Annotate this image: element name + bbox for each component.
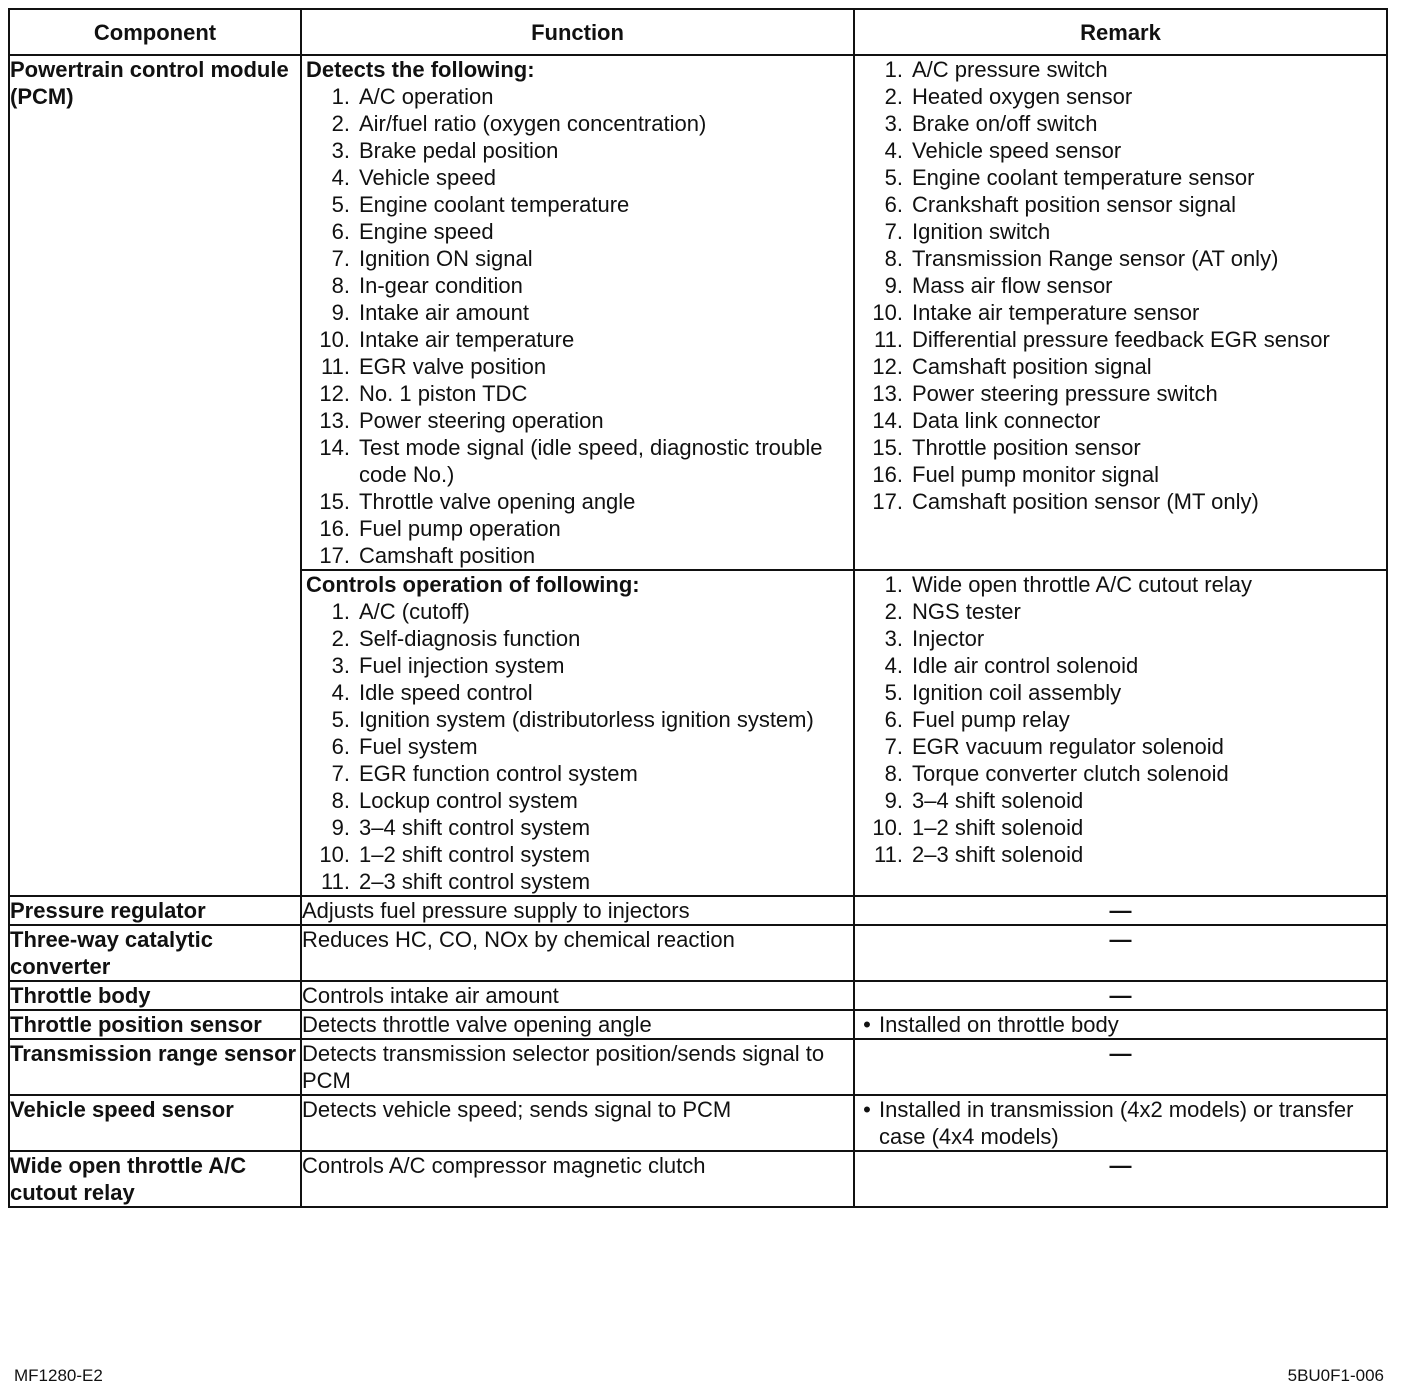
- list-item: [302, 515, 853, 542]
- list-item: [855, 326, 1386, 353]
- item-number: 17.: [319, 543, 350, 568]
- header-remark: Remark: [854, 9, 1387, 55]
- item-number: 10.: [872, 300, 903, 325]
- list-item: [302, 598, 853, 625]
- item-number: 13.: [319, 408, 350, 433]
- list-item: [855, 488, 1386, 515]
- item-number: 15.: [872, 435, 903, 460]
- item-number: 10.: [319, 842, 350, 867]
- item-text: Air/fuel ratio (oxygen concentration): [359, 111, 707, 136]
- list-item: [302, 110, 853, 137]
- list-item: [302, 841, 853, 868]
- item-number: 7.: [884, 734, 903, 759]
- item-number: 2.: [884, 84, 903, 109]
- bullet-icon: •: [863, 1012, 871, 1037]
- component-cell: Transmission range sensor: [9, 1039, 301, 1095]
- function-cell: Detects transmission selector position/sends signal to PCM: [301, 1039, 854, 1095]
- list-item: [855, 733, 1386, 760]
- remark-cell: [854, 981, 1387, 1010]
- item-text: Fuel system: [359, 734, 478, 759]
- item-number: 1.: [331, 84, 350, 109]
- component-cell: Wide open throttle A/C cutout relay: [9, 1151, 301, 1207]
- item-text: Differential pressure feedback EGR sensor: [912, 327, 1330, 352]
- list-item: [302, 191, 853, 218]
- item-number: 8.: [331, 273, 350, 298]
- item-text: 1–2 shift control system: [359, 842, 591, 867]
- item-number: 3.: [331, 138, 350, 163]
- list-item: [302, 434, 853, 488]
- item-number: 16.: [872, 462, 903, 487]
- item-text: Test mode signal (idle speed, diagnostic trouble code No.): [359, 435, 823, 487]
- list-item: [855, 218, 1386, 245]
- remark-text: Installed on throttle body: [879, 1012, 1119, 1037]
- item-number: 2.: [331, 111, 350, 136]
- item-number: 11.: [321, 869, 350, 894]
- controls-remark-list: [855, 571, 1386, 868]
- figure-code-left: MF1280-E2: [14, 1366, 103, 1385]
- component-cell: Vehicle speed sensor: [9, 1095, 301, 1151]
- pcm-detects-remark-cell: [854, 55, 1387, 570]
- list-item: [302, 407, 853, 434]
- item-text: Heated oxygen sensor: [912, 84, 1133, 109]
- item-text: Mass air flow sensor: [912, 273, 1113, 298]
- list-item: [302, 272, 853, 299]
- item-number: 5.: [331, 707, 350, 732]
- remark-cell: [854, 896, 1387, 925]
- item-number: 6.: [331, 734, 350, 759]
- item-text: Fuel pump operation: [359, 516, 561, 541]
- item-text: Vehicle speed sensor: [912, 138, 1122, 163]
- component-cell: Throttle position sensor: [9, 1010, 301, 1039]
- item-text: Data link connector: [912, 408, 1101, 433]
- list-item: [855, 83, 1386, 110]
- item-text: Torque converter clutch solenoid: [912, 761, 1229, 786]
- item-number: 11.: [321, 354, 350, 379]
- item-number: 15.: [319, 489, 350, 514]
- header-function: Function: [301, 9, 854, 55]
- list-item: [302, 353, 853, 380]
- item-text: Power steering pressure switch: [912, 381, 1218, 406]
- list-item: [302, 542, 853, 569]
- list-item: [855, 272, 1386, 299]
- item-text: Power steering operation: [359, 408, 604, 433]
- remark-text: Installed in transmission (4x2 models) or transfer case (4x4 models): [879, 1097, 1354, 1149]
- list-item: [855, 164, 1386, 191]
- pcm-controls-remark-cell: [854, 570, 1387, 896]
- controls-function-list: [302, 598, 853, 895]
- item-number: 11.: [874, 842, 903, 867]
- item-number: 5.: [331, 192, 350, 217]
- item-number: 9.: [331, 300, 350, 325]
- list-item: [855, 137, 1386, 164]
- item-text: Brake pedal position: [359, 138, 559, 163]
- item-text: Engine coolant temperature sensor: [912, 165, 1255, 190]
- component-cell: Throttle body: [9, 981, 301, 1010]
- list-item: [855, 461, 1386, 488]
- item-number: 1.: [884, 572, 903, 597]
- remark-dash: —: [1109, 898, 1132, 923]
- item-number: 1.: [331, 599, 350, 624]
- component-cell: Pressure regulator: [9, 896, 301, 925]
- item-text: Idle speed control: [359, 680, 533, 705]
- item-text: EGR valve position: [359, 354, 547, 379]
- list-item: [855, 679, 1386, 706]
- list-item: [302, 814, 853, 841]
- function-cell: Reduces HC, CO, NOx by chemical reaction: [301, 925, 854, 981]
- item-number: 4.: [884, 138, 903, 163]
- detects-remark-list: [855, 56, 1386, 515]
- item-text: EGR function control system: [359, 761, 638, 786]
- function-cell: Controls A/C compressor magnetic clutch: [301, 1151, 854, 1207]
- table-row: [9, 1039, 1387, 1095]
- list-item: [302, 83, 853, 110]
- item-number: 9.: [331, 815, 350, 840]
- item-number: 3.: [331, 653, 350, 678]
- item-number: 8.: [884, 246, 903, 271]
- table-row: [9, 1095, 1387, 1151]
- remark-dash: —: [1109, 1153, 1132, 1178]
- item-text: Ignition coil assembly: [912, 680, 1122, 705]
- pcm-component-cell: Powertrain control module (PCM): [9, 55, 301, 896]
- list-item: [855, 434, 1386, 461]
- item-text: 1–2 shift solenoid: [912, 815, 1084, 840]
- list-item: [855, 598, 1386, 625]
- item-text: EGR vacuum regulator solenoid: [912, 734, 1224, 759]
- list-item: [302, 218, 853, 245]
- item-text: Engine speed: [359, 219, 494, 244]
- list-item: [302, 380, 853, 407]
- table-row: [9, 1151, 1387, 1207]
- item-number: 6.: [884, 707, 903, 732]
- item-number: 7.: [884, 219, 903, 244]
- item-text: Fuel pump monitor signal: [912, 462, 1160, 487]
- function-cell: Detects vehicle speed; sends signal to PCM: [301, 1095, 854, 1151]
- item-number: 3.: [884, 111, 903, 136]
- item-number: 14.: [319, 435, 350, 460]
- list-item: [855, 299, 1386, 326]
- item-text: A/C (cutoff): [359, 599, 470, 624]
- remark-dash: —: [1109, 927, 1132, 952]
- item-text: 3–4 shift control system: [359, 815, 591, 840]
- item-number: 6.: [331, 219, 350, 244]
- list-item: [855, 110, 1386, 137]
- item-text: Fuel pump relay: [912, 707, 1070, 732]
- list-item: [302, 488, 853, 515]
- list-item: [302, 137, 853, 164]
- item-text: Intake air temperature: [359, 327, 575, 352]
- item-number: 3.: [884, 626, 903, 651]
- list-item: [855, 380, 1386, 407]
- item-number: 16.: [319, 516, 350, 541]
- item-text: Ignition switch: [912, 219, 1051, 244]
- item-text: Ignition system (distributorless ignition system): [359, 707, 814, 732]
- list-item: [302, 868, 853, 895]
- item-text: Idle air control solenoid: [912, 653, 1139, 678]
- item-text: Fuel injection system: [359, 653, 565, 678]
- remark-dash: —: [1109, 1041, 1132, 1066]
- remark-cell: [854, 1151, 1387, 1207]
- list-item: [855, 841, 1386, 868]
- item-text: 2–3 shift solenoid: [912, 842, 1084, 867]
- item-number: 4.: [884, 653, 903, 678]
- item-number: 4.: [331, 165, 350, 190]
- remark-cell: [854, 925, 1387, 981]
- item-number: 7.: [331, 246, 350, 271]
- item-number: 9.: [884, 788, 903, 813]
- pcm-controls-function-cell: [301, 570, 854, 896]
- item-number: 14.: [872, 408, 903, 433]
- item-text: Vehicle speed: [359, 165, 496, 190]
- list-item: [855, 760, 1386, 787]
- list-item: [855, 625, 1386, 652]
- list-item: [855, 571, 1386, 598]
- table-row: [9, 981, 1387, 1010]
- function-cell: Adjusts fuel pressure supply to injectors: [301, 896, 854, 925]
- list-item: [302, 652, 853, 679]
- item-text: 2–3 shift control system: [359, 869, 591, 894]
- item-number: 11.: [874, 327, 903, 352]
- item-number: 12.: [872, 354, 903, 379]
- list-item: [302, 733, 853, 760]
- list-item: [855, 407, 1386, 434]
- list-item: [302, 706, 853, 733]
- pcm-detects-function-cell: [301, 55, 854, 570]
- figure-code-right: 5BU0F1-006: [1287, 1366, 1384, 1385]
- item-number: 4.: [331, 680, 350, 705]
- remark-cell: [854, 1095, 1387, 1151]
- list-item: [855, 245, 1386, 272]
- item-text: A/C operation: [359, 84, 494, 109]
- item-number: 17.: [872, 489, 903, 514]
- list-item: [855, 787, 1386, 814]
- item-text: Intake air temperature sensor: [912, 300, 1200, 325]
- list-item: [302, 625, 853, 652]
- item-number: 7.: [331, 761, 350, 786]
- item-number: 13.: [872, 381, 903, 406]
- table-row: [9, 1010, 1387, 1039]
- list-item: [302, 245, 853, 272]
- item-text: In-gear condition: [359, 273, 523, 298]
- controls-heading: Controls operation of following:: [306, 572, 640, 597]
- list-item: [855, 652, 1386, 679]
- item-text: Crankshaft position sensor signal: [912, 192, 1237, 217]
- item-number: 8.: [884, 761, 903, 786]
- item-text: 3–4 shift solenoid: [912, 788, 1084, 813]
- list-item: [855, 814, 1386, 841]
- component-cell: Three-way catalytic converter: [9, 925, 301, 981]
- table-row: [9, 896, 1387, 925]
- item-text: Engine coolant temperature: [359, 192, 630, 217]
- detects-function-list: [302, 83, 853, 569]
- item-text: Intake air amount: [359, 300, 529, 325]
- list-item: [855, 353, 1386, 380]
- component-table: [8, 8, 1388, 1208]
- remark-bullet-item: [855, 1011, 1386, 1038]
- remark-cell: [854, 1010, 1387, 1039]
- item-text: No. 1 piston TDC: [359, 381, 528, 406]
- item-text: Camshaft position: [359, 543, 536, 568]
- list-item: [302, 760, 853, 787]
- item-number: 8.: [331, 788, 350, 813]
- item-text: Camshaft position sensor (MT only): [912, 489, 1259, 514]
- list-item: [855, 56, 1386, 83]
- remark-cell: [854, 1039, 1387, 1095]
- function-cell: Controls intake air amount: [301, 981, 854, 1010]
- list-item: [302, 164, 853, 191]
- header-row: [9, 9, 1387, 55]
- item-text: Throttle position sensor: [912, 435, 1141, 460]
- detects-heading: Detects the following:: [306, 57, 535, 82]
- item-number: 5.: [884, 680, 903, 705]
- header-component: Component: [9, 9, 301, 55]
- item-text: NGS tester: [912, 599, 1021, 624]
- item-text: Brake on/off switch: [912, 111, 1098, 136]
- item-text: Camshaft position signal: [912, 354, 1152, 379]
- list-item: [855, 191, 1386, 218]
- item-number: 5.: [884, 165, 903, 190]
- item-text: Lockup control system: [359, 788, 578, 813]
- bullet-icon: •: [863, 1097, 871, 1122]
- item-number: 2.: [884, 599, 903, 624]
- item-text: Transmission Range sensor (AT only): [912, 246, 1279, 271]
- item-text: Self-diagnosis function: [359, 626, 581, 651]
- function-cell: Detects throttle valve opening angle: [301, 1010, 854, 1039]
- item-text: Ignition ON signal: [359, 246, 533, 271]
- remark-dash: —: [1109, 983, 1132, 1008]
- item-number: 9.: [884, 273, 903, 298]
- item-number: 2.: [331, 626, 350, 651]
- list-item: [302, 299, 853, 326]
- item-number: 10.: [872, 815, 903, 840]
- list-item: [302, 787, 853, 814]
- list-item: [302, 326, 853, 353]
- table-row: [9, 925, 1387, 981]
- remark-bullet-item: [855, 1096, 1386, 1150]
- item-text: A/C pressure switch: [912, 57, 1108, 82]
- item-number: 10.: [319, 327, 350, 352]
- item-number: 1.: [884, 57, 903, 82]
- pcm-detects-row: [9, 55, 1387, 570]
- item-text: Throttle valve opening angle: [359, 489, 636, 514]
- item-text: Injector: [912, 626, 985, 651]
- list-item: [855, 706, 1386, 733]
- item-text: Wide open throttle A/C cutout relay: [912, 572, 1252, 597]
- item-number: 12.: [319, 381, 350, 406]
- list-item: [302, 679, 853, 706]
- item-number: 6.: [884, 192, 903, 217]
